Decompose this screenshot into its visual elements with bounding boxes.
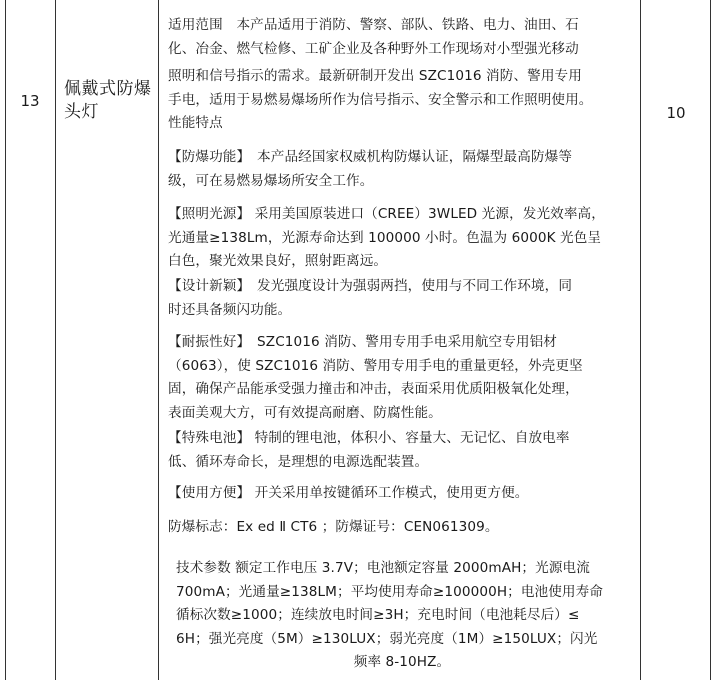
text-line: 【照明光源】 采用美国原装进口（CREE）3WLED 光源，发光效率高， bbox=[168, 206, 605, 222]
usage-paragraph bbox=[168, 482, 626, 506]
text-line: 6H；强光亮度（5M）≥130LUX；弱光亮度（1M）≥150LUX；闪光 bbox=[176, 630, 598, 647]
tech-params-paragraph bbox=[176, 557, 628, 675]
text-line: 技术参数 额定工作电压 3.7V；电池额定容量 2000mAH；光源电流 bbox=[176, 560, 590, 576]
text-line: 化、冶金、燃气检修、工矿企业及各种野外工作现场对小型强光移动 bbox=[168, 40, 579, 57]
text-line: 【防爆功能】 本产品经国家权威机构防爆认证，隔爆型最高防爆等 bbox=[168, 149, 573, 165]
design-paragraph bbox=[168, 275, 626, 322]
quantity-cell: 10 bbox=[666, 104, 686, 122]
battery-paragraph bbox=[168, 427, 626, 474]
explosion-proof-paragraph bbox=[168, 146, 626, 193]
text-line: 低、循环寿命长，是理想的电源选配装置。 bbox=[168, 453, 429, 470]
text-line: 手电，适用于易燃易爆场所作为信号指示、安全警示和工作照明使用。 bbox=[168, 91, 593, 108]
text-line: 时还具备频闪功能。 bbox=[168, 301, 292, 318]
text-line: （6063），使 SZC1016 消防、警用专用手电的重量更轻，外壳更坚 bbox=[168, 357, 583, 374]
explosion-marking bbox=[168, 516, 626, 540]
text-line: 【特殊电池】 特制的锂电池，体积小、容量大、无记忆、自放电率 bbox=[168, 430, 570, 446]
text-line: 性能特点 bbox=[168, 115, 223, 131]
text-line: 700mA；光通量≥138LM；平均使用寿命≥100000H；电池使用寿命 bbox=[176, 583, 604, 600]
text-line: 【使用方便】 开关采用单按键循环工作模式，使用更方便。 bbox=[168, 485, 529, 501]
product-name-line: 佩戴式防爆 bbox=[64, 79, 152, 99]
text-line: 表面美观大方，可有效提高耐磨、防腐性能。 bbox=[168, 404, 442, 421]
scope-paragraph bbox=[168, 14, 626, 136]
text-line: 【设计新颖】 发光强度设计为强弱两挡，使用与不同工作环境，同 bbox=[168, 278, 573, 294]
spec-table bbox=[5, 0, 711, 680]
column-divider bbox=[55, 0, 56, 680]
product-name-line: 头灯 bbox=[64, 102, 99, 122]
light-source-paragraph bbox=[168, 203, 626, 274]
text-line: 频率 8-10HZ。 bbox=[353, 654, 451, 670]
text-line: 光通量≥138Lm，光源寿命达到 100000 小时。色温为 6000K 光色呈 bbox=[168, 229, 602, 246]
vibration-paragraph bbox=[168, 331, 626, 425]
text-line: 防爆标志：Ex ed Ⅱ CT6 ；防爆证号：CEN061309。 bbox=[168, 519, 499, 535]
text-line: 级，可在易燃易爆场所安全工作。 bbox=[168, 172, 374, 189]
row-number: 13 bbox=[20, 92, 40, 110]
product-name bbox=[64, 78, 160, 124]
column-divider bbox=[640, 0, 641, 680]
text-line: 白色，聚光效果良好，照射距离远。 bbox=[168, 253, 388, 269]
text-line: 适用范围 本产品适用于消防、警察、部队、铁路、电力、油田、石 bbox=[168, 17, 579, 33]
text-line: 固，确保产品能承受强力撞击和冲击，表面采用优质阳极氧化处理， bbox=[168, 381, 579, 397]
text-line: 照明和信号指示的需求。最新研制开发出 SZC1016 消防、警用专用 bbox=[168, 68, 582, 84]
text-line: 循标次数≥1000；连续放电时间≥3H；充电时间（电池耗尽后）≤ bbox=[176, 607, 580, 623]
text-line: 【耐振性好】 SZC1016 消防、警用专用手电采用航空专用铝材 bbox=[168, 334, 557, 350]
